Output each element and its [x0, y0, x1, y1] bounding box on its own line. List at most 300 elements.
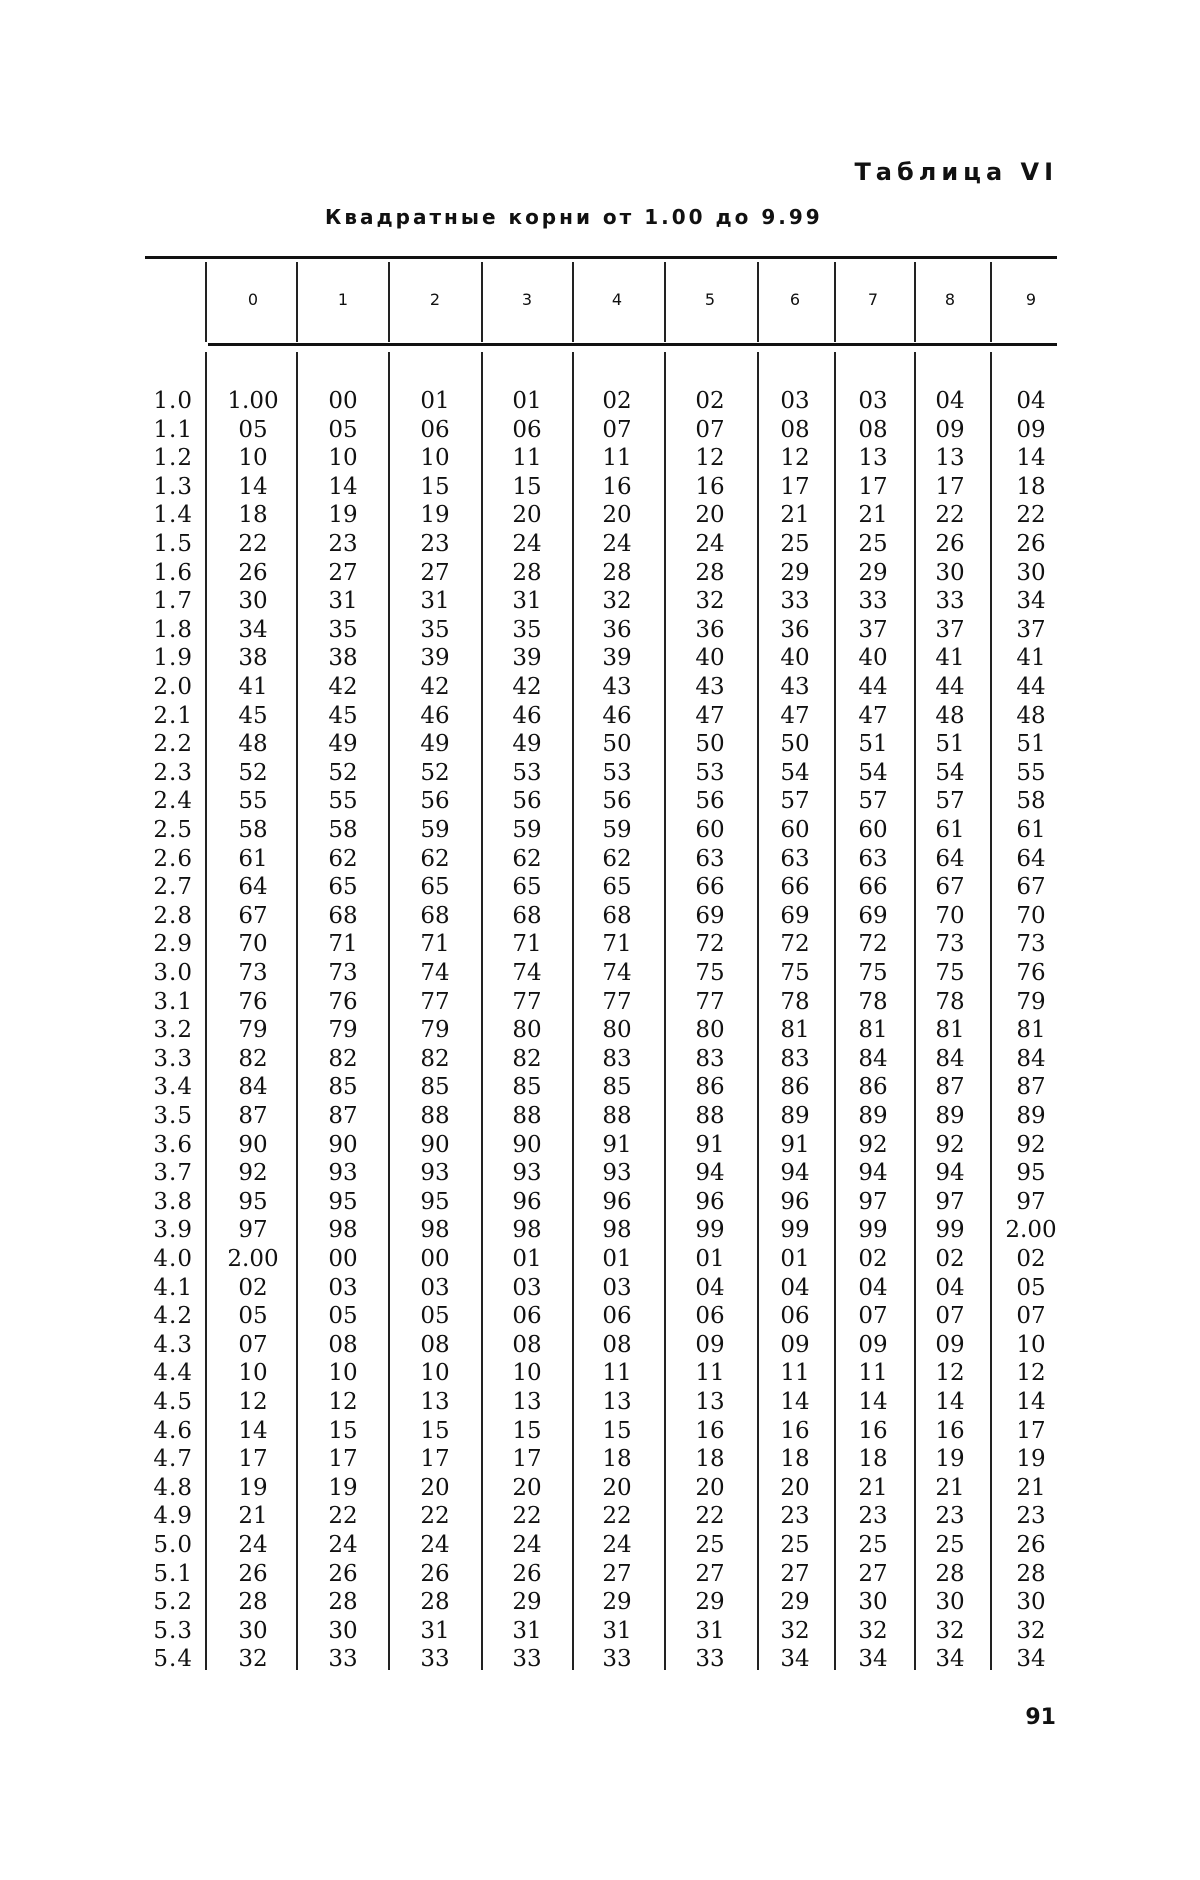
table-cell: 61 [935, 817, 965, 843]
table-cell: 20 [420, 1474, 450, 1501]
table-cell: 52 [420, 759, 450, 786]
table-cell: 42 [328, 674, 358, 700]
table-cell: 91 [602, 1131, 632, 1158]
table-cell: 24 [695, 531, 725, 557]
table-cell: 46 [420, 702, 450, 729]
table-cell: 94 [695, 1160, 725, 1187]
table-cell: 19 [420, 502, 450, 529]
header-rule [208, 343, 1057, 346]
row-label: 3.3 [153, 1045, 193, 1072]
table-cell: 70 [238, 931, 268, 958]
table-cell: 66 [780, 874, 810, 901]
table-cell: 31 [420, 588, 450, 615]
table-cell: 79 [328, 1017, 358, 1044]
table-cell: 69 [780, 902, 810, 929]
table-cell: 13 [935, 445, 965, 472]
table-cell: 54 [780, 759, 810, 786]
table-cell: 28 [1016, 1560, 1046, 1587]
column-header: 9 [1025, 290, 1037, 309]
table-cell: 83 [602, 1045, 632, 1072]
table-cell: 17 [512, 1446, 542, 1473]
table-cell: 39 [420, 645, 450, 672]
table-cell: 28 [238, 1589, 268, 1616]
table-cell: 78 [858, 988, 888, 1015]
table-cell: 24 [328, 1532, 358, 1558]
table-cell: 56 [420, 788, 450, 815]
table-cell: 04 [935, 388, 965, 414]
table-cell: 08 [858, 416, 888, 443]
table-cell: 32 [602, 588, 632, 615]
table-cell: 26 [935, 531, 965, 557]
table-cell: 23 [935, 1503, 965, 1530]
row-label: 4.1 [153, 1274, 193, 1301]
table-cell: 01 [602, 1246, 632, 1272]
table-cell: 12 [780, 445, 810, 472]
table-cell: 68 [328, 902, 358, 929]
table-cell: 20 [602, 1474, 632, 1501]
table-cell: 15 [602, 1417, 632, 1444]
row-label: 4.5 [153, 1389, 193, 1415]
table-cell: 31 [420, 1617, 450, 1644]
table-cell: 16 [695, 473, 725, 500]
table-cell: 12 [695, 445, 725, 472]
table-cell: 63 [695, 845, 725, 872]
table-cell: 85 [602, 1074, 632, 1101]
table-cell: 01 [512, 388, 542, 414]
table-cell: 58 [238, 817, 268, 843]
table-cell: 84 [858, 1045, 888, 1072]
table-cell: 22 [935, 502, 965, 529]
table-cell: 21 [935, 1474, 965, 1501]
table-cell: 80 [695, 1017, 725, 1044]
table-cell: 17 [780, 473, 810, 500]
table-cell: 51 [935, 731, 965, 758]
table-cell: 00 [328, 1246, 358, 1272]
table-cell: 63 [858, 845, 888, 872]
row-label: 2.2 [153, 731, 193, 758]
table-cell: 03 [858, 388, 888, 414]
table-cell: 47 [780, 702, 810, 729]
table-cell: 97 [1016, 1188, 1046, 1215]
row-label: 1.8 [153, 616, 193, 643]
table-cell: 97 [238, 1217, 268, 1244]
table-cell: 35 [420, 616, 450, 643]
table-cell: 87 [238, 1103, 268, 1129]
table-cell: 29 [695, 1589, 725, 1616]
table-cell: 18 [1016, 473, 1046, 500]
table-cell: 93 [420, 1160, 450, 1187]
table-cell: 22 [602, 1503, 632, 1530]
table-cell: 19 [328, 502, 358, 529]
table-cell: 17 [328, 1446, 358, 1473]
table-cell: 98 [420, 1217, 450, 1244]
column-divider-head [388, 262, 390, 342]
table-cell: 91 [695, 1131, 725, 1158]
table-cell: 74 [602, 960, 632, 986]
table-cell: 25 [858, 531, 888, 557]
table-cell: 42 [420, 674, 450, 700]
table-cell: 34 [238, 616, 268, 643]
table-cell: 48 [1016, 702, 1046, 729]
table-cell: 15 [512, 1417, 542, 1444]
table-cell: 09 [935, 1331, 965, 1358]
table-cell: 08 [420, 1331, 450, 1358]
table-cell: 78 [935, 988, 965, 1015]
table-cell: 05 [238, 416, 268, 443]
column-divider-head [664, 262, 666, 342]
table-cell: 89 [1016, 1103, 1046, 1129]
row-label: 2.1 [153, 702, 193, 729]
table-cell: 69 [858, 902, 888, 929]
table-cell: 60 [780, 817, 810, 843]
table-cell: 50 [695, 731, 725, 758]
table-cell: 26 [238, 559, 268, 586]
table-cell: 19 [935, 1446, 965, 1473]
table-cell: 09 [1016, 416, 1046, 443]
table-cell: 04 [858, 1274, 888, 1301]
column-header: 8 [944, 290, 956, 309]
table-cell: 53 [695, 759, 725, 786]
table-cell: 22 [695, 1503, 725, 1530]
table-cell: 09 [935, 416, 965, 443]
table-cell: 26 [328, 1560, 358, 1587]
table-cell: 33 [935, 588, 965, 615]
table-cell: 2.00 [227, 1246, 279, 1272]
table-cell: 99 [780, 1217, 810, 1244]
table-cell: 43 [695, 674, 725, 700]
row-label: 5.1 [153, 1560, 193, 1587]
table-cell: 74 [420, 960, 450, 986]
table-cell: 19 [328, 1474, 358, 1501]
table-cell: 07 [858, 1303, 888, 1330]
table-cell: 28 [328, 1589, 358, 1616]
table-cell: 83 [780, 1045, 810, 1072]
table-cell: 06 [780, 1303, 810, 1330]
table-cell: 27 [420, 559, 450, 586]
row-label: 3.6 [153, 1131, 193, 1158]
table-cell: 75 [695, 960, 725, 986]
table-cell: 07 [1016, 1303, 1046, 1330]
table-cell: 20 [602, 502, 632, 529]
table-cell: 70 [935, 902, 965, 929]
table-cell: 26 [420, 1560, 450, 1587]
table-cell: 81 [858, 1017, 888, 1044]
table-cell: 18 [602, 1446, 632, 1473]
column-header: 6 [789, 290, 801, 309]
table-cell: 03 [420, 1274, 450, 1301]
table-cell: 41 [935, 645, 965, 672]
table-cell: 78 [780, 988, 810, 1015]
table-cell: 82 [512, 1045, 542, 1072]
table-cell: 45 [328, 702, 358, 729]
table-cell: 06 [512, 1303, 542, 1330]
table-cell: 23 [420, 531, 450, 557]
table-cell: 72 [858, 931, 888, 958]
row-label: 4.0 [153, 1246, 193, 1272]
table-cell: 09 [780, 1331, 810, 1358]
row-label: 5.3 [153, 1617, 193, 1644]
table-label: Таблица VI [854, 158, 1058, 186]
table-cell: 02 [858, 1246, 888, 1272]
table-cell: 87 [328, 1103, 358, 1129]
column-header: 2 [429, 290, 441, 309]
table-cell: 14 [238, 1417, 268, 1444]
table-cell: 34 [858, 1646, 888, 1673]
table-cell: 31 [512, 588, 542, 615]
table-cell: 60 [858, 817, 888, 843]
table-cell: 79 [1016, 988, 1046, 1015]
table-cell: 64 [1016, 845, 1046, 872]
row-label: 1.2 [153, 445, 193, 472]
table-cell: 13 [858, 445, 888, 472]
table-cell: 72 [695, 931, 725, 958]
table-cell: 88 [512, 1103, 542, 1129]
table-cell: 12 [238, 1389, 268, 1415]
table-cell: 38 [238, 645, 268, 672]
table-cell: 23 [858, 1503, 888, 1530]
table-cell: 92 [858, 1131, 888, 1158]
column-header: 3 [521, 290, 533, 309]
table-cell: 24 [602, 531, 632, 557]
table-cell: 81 [935, 1017, 965, 1044]
table-cell: 53 [602, 759, 632, 786]
table-cell: 10 [328, 445, 358, 472]
table-cell: 05 [328, 1303, 358, 1330]
table-cell: 88 [420, 1103, 450, 1129]
row-label: 4.9 [153, 1503, 193, 1530]
table-cell: 66 [695, 874, 725, 901]
table-cell: 05 [1016, 1274, 1046, 1301]
table-cell: 21 [238, 1503, 268, 1530]
table-cell: 05 [238, 1303, 268, 1330]
table-cell: 57 [858, 788, 888, 815]
table-cell: 36 [695, 616, 725, 643]
table-cell: 56 [602, 788, 632, 815]
table-cell: 02 [935, 1246, 965, 1272]
table-cell: 62 [420, 845, 450, 872]
table-cell: 03 [512, 1274, 542, 1301]
table-cell: 68 [420, 902, 450, 929]
table-cell: 32 [858, 1617, 888, 1644]
table-cell: 20 [512, 1474, 542, 1501]
table-cell: 22 [1016, 502, 1046, 529]
table-cell: 32 [695, 588, 725, 615]
row-label: 2.5 [153, 817, 193, 843]
column-header: 4 [611, 290, 623, 309]
table-cell: 05 [328, 416, 358, 443]
table-cell: 17 [935, 473, 965, 500]
table-cell: 21 [858, 502, 888, 529]
table-cell: 24 [512, 531, 542, 557]
row-label: 4.8 [153, 1474, 193, 1501]
column-divider-body [481, 352, 483, 1670]
table-cell: 26 [238, 1560, 268, 1587]
row-label: 1.4 [153, 502, 193, 529]
table-cell: 61 [238, 845, 268, 872]
table-cell: 96 [780, 1188, 810, 1215]
table-cell: 10 [238, 445, 268, 472]
table-cell: 74 [512, 960, 542, 986]
table-cell: 34 [1016, 588, 1046, 615]
table-cell: 28 [602, 559, 632, 586]
table-cell: 18 [695, 1446, 725, 1473]
table-cell: 97 [935, 1188, 965, 1215]
table-cell: 03 [780, 388, 810, 414]
column-divider-head [914, 262, 916, 342]
table-cell: 1.00 [227, 388, 279, 414]
table-cell: 34 [1016, 1646, 1046, 1673]
table-cell: 17 [420, 1446, 450, 1473]
table-cell: 80 [512, 1017, 542, 1044]
table-cell: 18 [780, 1446, 810, 1473]
table-cell: 94 [858, 1160, 888, 1187]
table-cell: 16 [695, 1417, 725, 1444]
table-cell: 46 [602, 702, 632, 729]
table-cell: 24 [602, 1532, 632, 1558]
table-cell: 32 [238, 1646, 268, 1673]
column-divider-body [664, 352, 666, 1670]
row-label: 2.7 [153, 874, 193, 901]
table-cell: 86 [780, 1074, 810, 1101]
table-cell: 25 [780, 1532, 810, 1558]
row-label: 2.9 [153, 931, 193, 958]
table-cell: 76 [238, 988, 268, 1015]
table-cell: 09 [695, 1331, 725, 1358]
table-cell: 29 [780, 559, 810, 586]
table-cell: 84 [935, 1045, 965, 1072]
table-cell: 06 [695, 1303, 725, 1330]
table-cell: 14 [935, 1389, 965, 1415]
table-cell: 14 [238, 473, 268, 500]
table-cell: 73 [328, 960, 358, 986]
table-cell: 65 [602, 874, 632, 901]
table-cell: 42 [512, 674, 542, 700]
table-cell: 95 [328, 1188, 358, 1215]
table-cell: 69 [695, 902, 725, 929]
table-cell: 72 [780, 931, 810, 958]
table-cell: 84 [1016, 1045, 1046, 1072]
table-cell: 27 [858, 1560, 888, 1587]
table-cell: 35 [512, 616, 542, 643]
table-cell: 16 [935, 1417, 965, 1444]
column-header: 0 [247, 290, 259, 309]
row-label: 4.7 [153, 1446, 193, 1473]
table-cell: 58 [328, 817, 358, 843]
table-cell: 90 [238, 1131, 268, 1158]
table-cell: 15 [420, 1417, 450, 1444]
table-cell: 59 [420, 817, 450, 843]
table-cell: 66 [858, 874, 888, 901]
table-cell: 00 [328, 388, 358, 414]
table-cell: 13 [420, 1389, 450, 1415]
table-cell: 58 [1016, 788, 1046, 815]
table-cell: 40 [695, 645, 725, 672]
table-cell: 05 [420, 1303, 450, 1330]
table-cell: 29 [602, 1589, 632, 1616]
row-label: 2.4 [153, 788, 193, 815]
table-cell: 10 [1016, 1331, 1046, 1358]
table-cell: 93 [512, 1160, 542, 1187]
table-cell: 77 [695, 988, 725, 1015]
table-cell: 03 [328, 1274, 358, 1301]
column-divider-body [388, 352, 390, 1670]
table-cell: 43 [602, 674, 632, 700]
table-cell: 18 [238, 502, 268, 529]
table-cell: 56 [695, 788, 725, 815]
table-cell: 11 [602, 445, 632, 472]
table-cell: 90 [328, 1131, 358, 1158]
table-cell: 08 [328, 1331, 358, 1358]
table-cell: 33 [420, 1646, 450, 1673]
table-cell: 30 [858, 1589, 888, 1616]
row-label: 3.0 [153, 960, 193, 986]
table-cell: 93 [602, 1160, 632, 1187]
table-cell: 04 [780, 1274, 810, 1301]
table-cell: 33 [328, 1646, 358, 1673]
table-cell: 71 [512, 931, 542, 958]
table-cell: 14 [1016, 445, 1046, 472]
table-cell: 15 [420, 473, 450, 500]
table-cell: 27 [695, 1560, 725, 1587]
table-cell: 30 [1016, 1589, 1046, 1616]
table-cell: 75 [780, 960, 810, 986]
table-cell: 55 [238, 788, 268, 815]
column-divider-head [205, 262, 207, 342]
table-cell: 76 [1016, 960, 1046, 986]
table-cell: 10 [328, 1360, 358, 1387]
table-cell: 61 [1016, 817, 1046, 843]
table-cell: 16 [858, 1417, 888, 1444]
table-cell: 88 [602, 1103, 632, 1129]
row-label: 2.6 [153, 845, 193, 872]
table-cell: 13 [512, 1389, 542, 1415]
table-cell: 28 [420, 1589, 450, 1616]
table-cell: 33 [512, 1646, 542, 1673]
row-label: 4.3 [153, 1331, 193, 1358]
table-cell: 08 [780, 416, 810, 443]
row-label: 2.8 [153, 902, 193, 929]
table-cell: 17 [1016, 1417, 1046, 1444]
table-cell: 59 [602, 817, 632, 843]
table-cell: 19 [1016, 1446, 1046, 1473]
column-divider-body [296, 352, 298, 1670]
table-cell: 06 [420, 416, 450, 443]
table-cell: 54 [858, 759, 888, 786]
table-cell: 88 [695, 1103, 725, 1129]
table-cell: 99 [858, 1217, 888, 1244]
row-label: 4.6 [153, 1417, 193, 1444]
table-cell: 21 [858, 1474, 888, 1501]
table-cell: 65 [512, 874, 542, 901]
table-cell: 92 [935, 1131, 965, 1158]
table-cell: 33 [780, 588, 810, 615]
table-cell: 94 [935, 1160, 965, 1187]
table-cell: 32 [935, 1617, 965, 1644]
table-cell: 07 [935, 1303, 965, 1330]
table-cell: 54 [935, 759, 965, 786]
column-divider-head [990, 262, 992, 342]
table-cell: 10 [420, 445, 450, 472]
row-label: 3.8 [153, 1188, 193, 1215]
table-cell: 85 [420, 1074, 450, 1101]
table-cell: 55 [1016, 759, 1046, 786]
table-cell: 98 [328, 1217, 358, 1244]
table-cell: 79 [238, 1017, 268, 1044]
table-cell: 25 [695, 1532, 725, 1558]
table-cell: 04 [1016, 388, 1046, 414]
page-number: 91 [1025, 1705, 1056, 1730]
table-cell: 82 [238, 1045, 268, 1072]
